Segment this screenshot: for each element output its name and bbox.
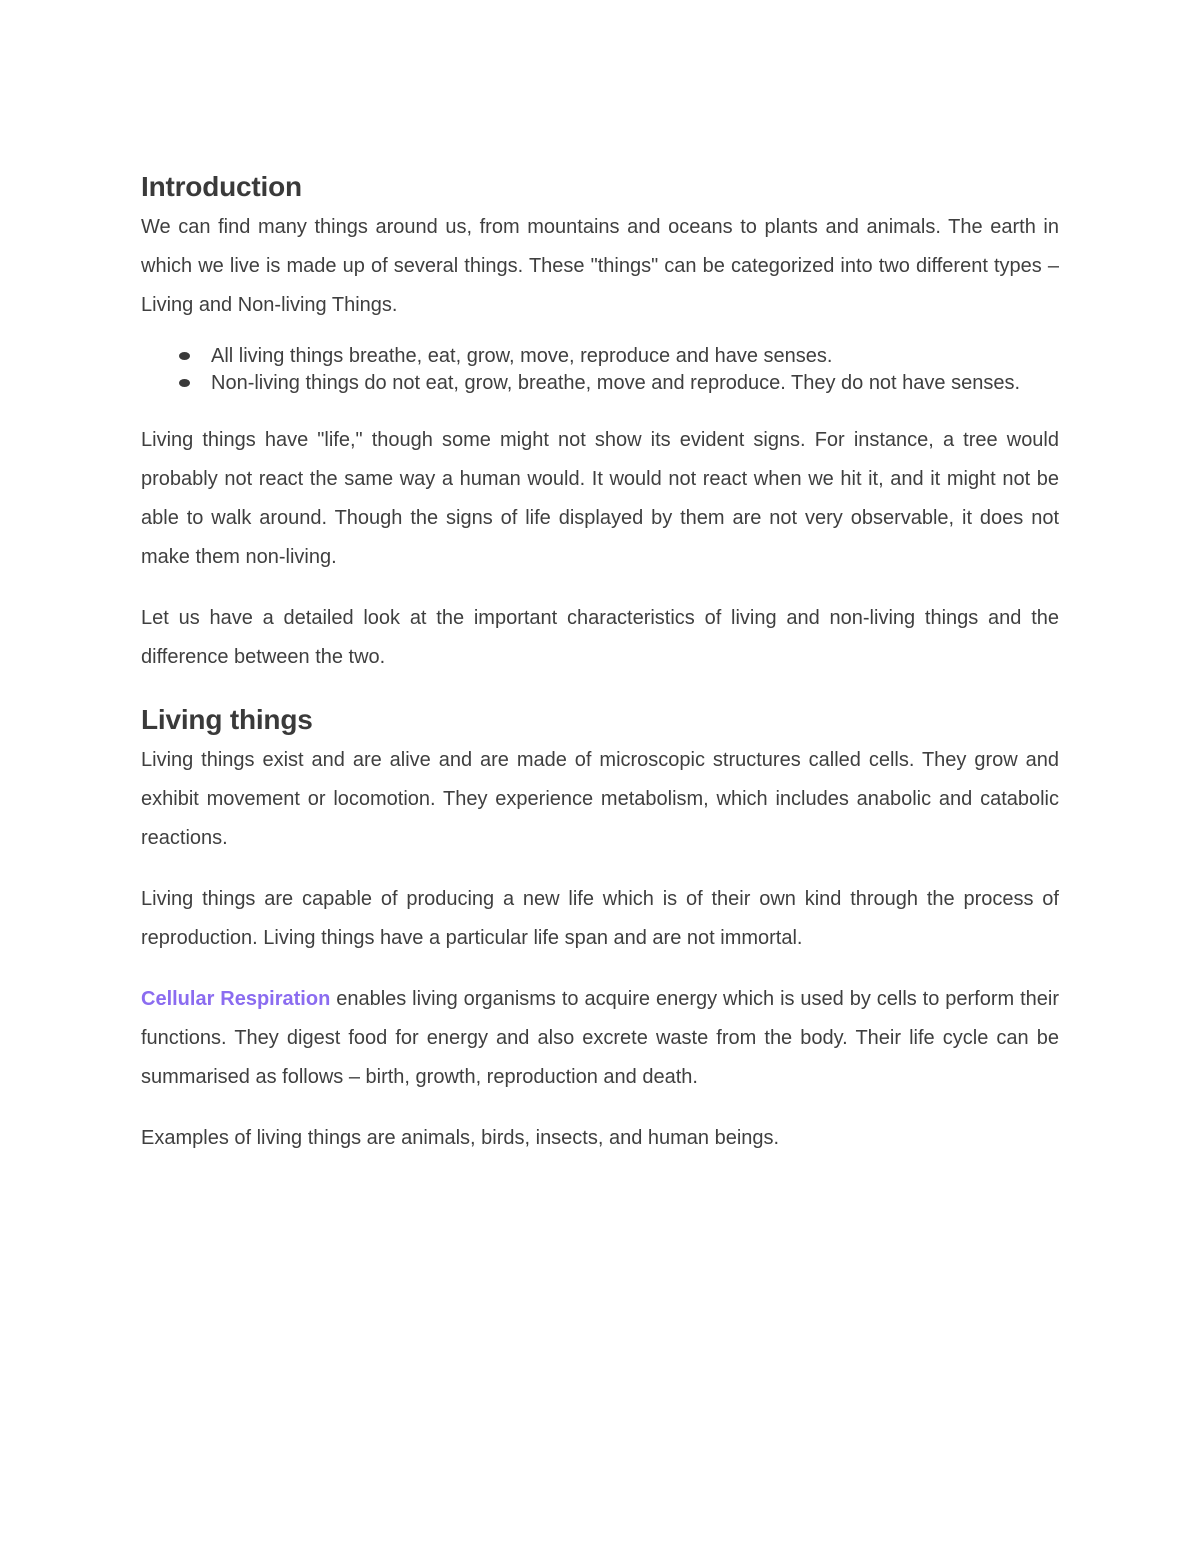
list-item-text: All living things breathe, eat, grow, move, reproduce and have senses. (211, 345, 833, 367)
bullet-icon (179, 352, 190, 360)
list-item (175, 343, 1059, 370)
document-page (141, 166, 1059, 1180)
list-item-text: Non-living things do not eat, grow, breathe, move and reproduce. They do not have senses. (211, 372, 1021, 394)
list-item (175, 370, 1059, 397)
cellular-respiration-link[interactable]: Cellular Respiration (141, 988, 331, 1010)
living-cells-paragraph: Living things exist and are alive and are made of microscopic structures called cells. They grow and exhibit movement or locomotion. They experience metabolism, which includes anabolic and catabolic reactions. (141, 749, 1059, 849)
living-things-heading: Living things (141, 704, 313, 735)
bullet-icon (179, 379, 190, 387)
examples-paragraph: Examples of living things are animals, birds, insects, and human beings. (141, 1127, 780, 1149)
life-signs-paragraph: Living things have "life," though some might not show its evident signs. For instance, a tree would probably not react the same way a human would. It would not react when we hit it, and it might not be able to walk around. Though the signs of life displayed by them are not very observable, it does not make them non-living. (141, 429, 1059, 568)
reproduction-paragraph: Living things are capable of producing a new life which is of their own kind through the process of reproduction. Living things have a particular life span and are not immortal. (141, 888, 1059, 949)
respiration-paragraph (141, 980, 1059, 1097)
intro-paragraph: We can find many things around us, from mountains and oceans to plants and animals. The earth in which we live is made up of several things. These "things" can be categorized into two different types – Living and Non-living Things. (141, 216, 1059, 316)
detailed-look-paragraph: Let us have a detailed look at the important characteristics of living and non-living things and the difference between the two. (141, 607, 1059, 668)
respiration-text: enables living organisms to acquire energy which is used by cells to perform their functions. They digest food for energy and also excrete waste from the body. Their life cycle can be summarised as follows – birth, growth, reproduction and death. (141, 988, 1059, 1088)
introduction-heading: Introduction (141, 171, 302, 202)
characteristics-list (141, 343, 1059, 397)
